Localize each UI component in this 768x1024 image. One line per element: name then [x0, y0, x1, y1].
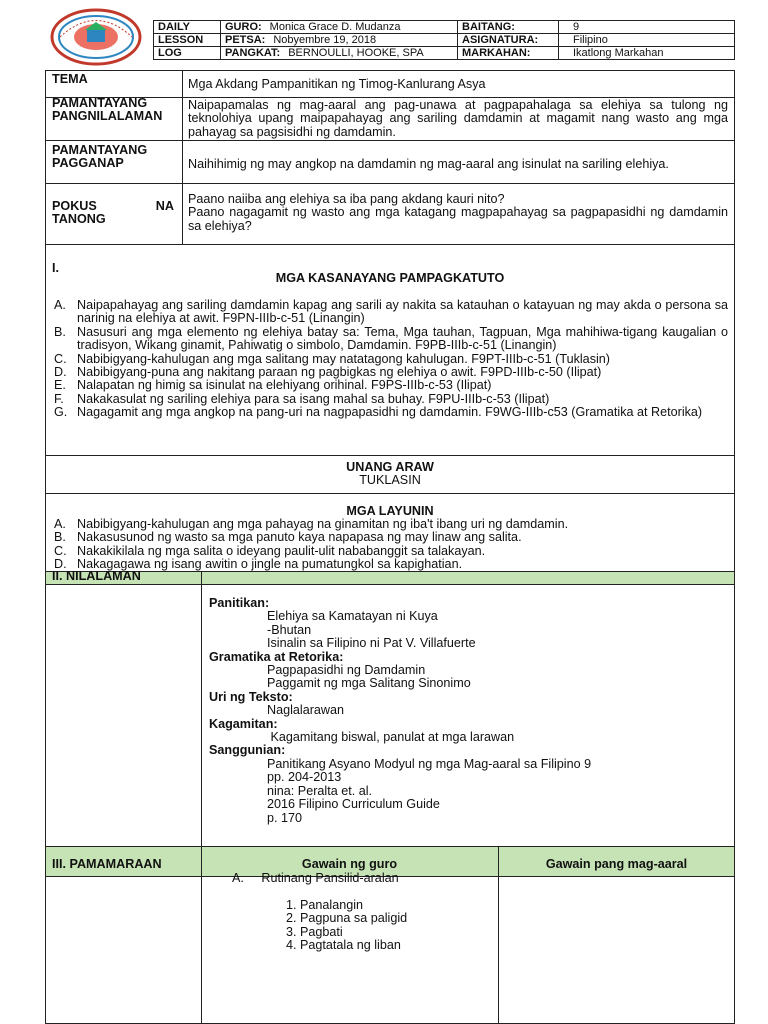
- layunin-item: [45, 545, 728, 558]
- layunin-item-text: Nabibigyang-kahulugan ang mga pahayag na ginamitan ng iba't ibang uri ng damdamin.: [77, 517, 569, 531]
- panitikan-label: Panitikan:: [209, 596, 270, 610]
- divider: [45, 455, 735, 456]
- sanggunian-label: Sanggunian:: [209, 743, 286, 758]
- baitang-value: 9: [559, 21, 735, 34]
- pokus-question-2: Paano nagagamit ng wasto ang mga katagang magpapahayag sa pagpapasidhi ng damdamin sa elehiya?: [188, 205, 728, 233]
- header-table: [153, 20, 735, 60]
- kagamitan-label: Kagamitan:: [209, 716, 278, 731]
- kasanayan-item-text: Nasusuri ang mga elemento ng elehiya batay sa: Tema, Mga tauhan, Tagpuan, Mga mahihiwa-tigang kaugalian o tradisyon, Wikang ginamit, Pahiwatig o simbolo, Damdamin. F9PB-IIIb-c-51 (Linangin): [77, 324, 728, 353]
- nilalaman-label: II. NILALAMAN: [52, 569, 141, 583]
- asignatura-value: Filipino: [559, 34, 735, 47]
- layunin-item-mark: D.: [54, 557, 67, 572]
- sanggunian-line: pp. 204-2013: [267, 770, 342, 785]
- kagamitan-list: [209, 731, 729, 744]
- kasanayan-item: [45, 326, 728, 353]
- pangnilalaman-label: [52, 97, 177, 124]
- layunin-item: [45, 558, 728, 571]
- kasanayan-item: [45, 299, 728, 326]
- pokus-label-word2: NA: [155, 199, 174, 213]
- baitang-label: BAITANG:: [458, 21, 559, 34]
- sanggunian-line: p. 170: [267, 810, 303, 825]
- divider: [182, 70, 183, 244]
- layunin-item-mark: B.: [54, 530, 66, 545]
- divider: [45, 183, 735, 184]
- rutina-step: 4. Pagtatala ng liban: [286, 938, 401, 953]
- guro-label: GURO:: [225, 21, 262, 33]
- rutina-steps: [286, 899, 496, 953]
- layunin-item: [45, 518, 728, 531]
- pagganap-label: [52, 144, 177, 171]
- rutina-step: 3. Pagbati: [286, 924, 343, 939]
- kasanayan-item-text: Naipapahayag ang sariling damdamin kapag ang sarili ay nakita sa katauhan o katayuan ng may akda o persona sa narinig na elehiya at awit. F9PN-IIIb-c-51 (Linangin): [77, 298, 728, 326]
- pokus-label: [52, 200, 174, 227]
- guro-value: Monica Grace D. Mudanza: [269, 21, 401, 33]
- panitikan-line: Isinalin sa Filipino ni Pat V. Villafuerte: [267, 636, 476, 651]
- kasanayan-item-mark: D.: [54, 365, 67, 380]
- pangkat-label: PANGKAT:: [225, 47, 281, 59]
- kasanayan-item-mark: C.: [54, 351, 67, 366]
- pangkat-value: BERNOULLI, HOOKE, SPA: [288, 47, 424, 59]
- layunin-list: [45, 518, 728, 572]
- layunin-item-text: Nakakikilala ng mga salita o ideyang paulit-ulit nababanggit sa talakayan.: [77, 543, 486, 558]
- petsa-label: PETSA:: [225, 34, 266, 46]
- panitikan-list: [209, 610, 729, 650]
- col-gawain-guro: Gawain ng guro: [301, 857, 398, 871]
- divider: [45, 584, 735, 585]
- kagamitan-line: Kagamitang biswal, panulat at mga larawan: [267, 730, 515, 745]
- nilalaman-content: [209, 597, 729, 825]
- col-gawain-magaaral: Gawain pang mag-aaral: [545, 857, 688, 871]
- unang-araw-title: UNANG ARAW: [346, 460, 434, 474]
- divider: [201, 571, 202, 1024]
- layunin-title: MGA LAYUNIN: [346, 504, 434, 518]
- pokus-label-word3: TANONG: [52, 212, 106, 227]
- pamamaraan-label: III. PAMAMARAAN: [52, 857, 162, 871]
- pagganap-label-line2: PAGGANAP: [52, 156, 124, 171]
- kasanayan-roman: I.: [52, 261, 59, 275]
- kasanayan-item: [45, 353, 728, 366]
- panitikan-line: Elehiya sa Kamatayan ni Kuya: [267, 609, 438, 624]
- petsa-value: Nobyembre 19, 2018: [273, 34, 377, 46]
- pagganap-label-line1: PAMANTAYANG: [52, 143, 148, 157]
- kasanayan-item-mark: F.: [54, 391, 64, 406]
- sanggunian-list: [209, 758, 729, 825]
- divider: [201, 571, 202, 585]
- rutina-title: Rutinang Pansilid-aralan: [261, 871, 399, 885]
- pokus-text: [188, 193, 728, 233]
- sanggunian-line: 2016 Filipino Curriculum Guide: [267, 797, 440, 812]
- sanggunian-line: Panitikang Asyano Modyul ng mga Mag-aaral sa Filipino 9: [267, 756, 592, 771]
- layunin-item-mark: A.: [54, 517, 66, 531]
- divider: [45, 140, 735, 141]
- kasanayan-title: MGA KASANAYANG PAMPAGKATUTO: [275, 271, 505, 285]
- rutina-heading: [232, 872, 492, 885]
- gramatika-line: Paggamit ng mga Salitang Sinonimo: [267, 676, 471, 691]
- sanggunian-line: nina: Peralta et. al.: [267, 783, 373, 798]
- uri-list: [209, 704, 729, 717]
- rutina-step: 1. Panalangin: [286, 898, 364, 912]
- uri-label: Uri ng Teksto:: [209, 689, 293, 704]
- divider: [45, 493, 735, 494]
- gramatika-line: Pagpapasidhi ng Damdamin: [267, 663, 426, 678]
- layunin-item-text: Nakasusunod ng wasto sa mga panuto kaya napapasa ng may linaw ang salita.: [77, 530, 522, 545]
- panitikan-line: -Bhutan: [267, 622, 312, 637]
- kasanayan-item-text: Nakakasulat ng sariling elehiya para sa isang mahal sa buhay. F9PU-IIIb-c-53 (Ilipat): [77, 391, 550, 406]
- kasanayan-item-mark: B.: [54, 324, 66, 339]
- dll-line-2: LESSON: [154, 34, 221, 47]
- rutina-step: 2. Pagpuna sa paligid: [286, 911, 408, 926]
- pokus-question-1: Paano naiiba ang elehiya sa iba pang akdang kauri nito?: [188, 192, 505, 206]
- kasanayan-item: [45, 379, 728, 392]
- divider: [45, 244, 735, 245]
- kasanayan-list: [45, 299, 728, 420]
- kasanayan-item: [45, 393, 728, 406]
- layunin-item: [45, 531, 728, 544]
- pangnilalaman-label-line2: PANGNILALAMAN: [52, 109, 163, 124]
- unang-araw-sub: TUKLASIN: [359, 473, 421, 487]
- school-seal-logo: [50, 8, 142, 66]
- dll-line-3: LOG: [154, 47, 221, 60]
- layunin-item-mark: C.: [54, 543, 67, 558]
- uri-line: Naglalarawan: [267, 703, 345, 718]
- kasanayan-item-mark: G.: [54, 405, 68, 420]
- tema-label: TEMA: [52, 72, 88, 86]
- nilalaman-header-row: [46, 569, 734, 584]
- layunin-item-text: Nakagagawa ng isang awitin o jingle na pumatungkol sa kapighatian.: [77, 557, 463, 572]
- dll-line-1: DAILY: [154, 21, 221, 34]
- pangnilalaman-text: Naipapamalas ng mag-aaral ang pag-unawa at pagpapahalaga sa elehiya sa tulong ng teknolohiya upang maipapahayag ang sariling damdamin at magamit nang wasto ang mga pahayag sa pagsisidhi ng damdamin.: [188, 98, 728, 139]
- kasanayan-item-mark: E.: [54, 378, 66, 393]
- kasanayan-item-text: Nagagamit ang mga angkop na pang-uri na nagpapasidhi ng damdamin. F9WG-IIIb-c53 (Gramatika at Retorika): [77, 405, 703, 420]
- gramatika-list: [209, 664, 729, 691]
- markahan-value: Ikatlong Markahan: [559, 47, 735, 60]
- tema-text: Mga Akdang Pampanitikan ng Timog-Kanlurang Asya: [188, 77, 486, 91]
- kasanayan-item-text: Nabibigyang-puna ang nakitang paraan ng pagbigkas ng elehiya o awit. F9PD-IIIb-c-50 (Ilipat): [77, 365, 602, 380]
- asignatura-label: ASIGNATURA:: [458, 34, 559, 47]
- kasanayan-item-text: Nalapatan ng himig sa isinulat na elehiyang orihinal. F9PS-IIIb-c-53 (Ilipat): [77, 378, 492, 393]
- pokus-label-word1: POKUS: [52, 199, 97, 213]
- rutina-mark: A.: [232, 871, 244, 885]
- pagganap-text: Naihihimig ng may angkop na damdamin ng mag-aaral ang isinulat na sariling elehiya.: [188, 157, 669, 171]
- kasanayan-item: [45, 366, 728, 379]
- markahan-label: MARKAHAN:: [458, 47, 559, 60]
- kasanayan-item: [45, 406, 728, 419]
- kasanayan-item-mark: A.: [54, 298, 66, 312]
- gramatika-label: Gramatika at Retorika:: [209, 649, 344, 664]
- kasanayan-item-text: Nabibigyang-kahulugan ang mga salitang may natatagong kahulugan. F9PT-IIIb-c-51 (Tuklasin): [77, 351, 610, 366]
- pangnilalaman-label-line1: PAMANTAYANG: [52, 96, 148, 110]
